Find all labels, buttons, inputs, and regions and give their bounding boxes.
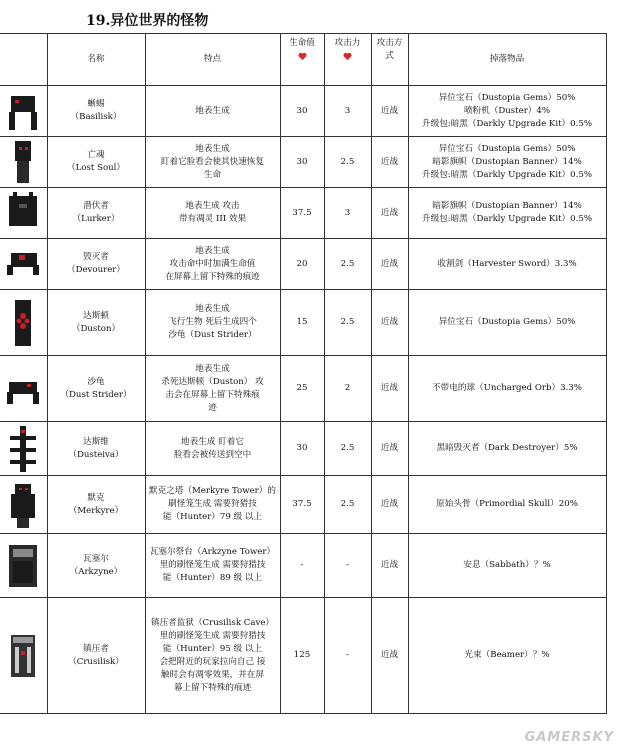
- header-atk: [324, 34, 371, 86]
- section-title: 19.异位世界的怪物: [86, 13, 209, 29]
- basilisk-sprite-icon: [5, 86, 41, 136]
- mob-feature-cell: [145, 598, 280, 714]
- mob-name-en: （Crusilisk）: [68, 656, 124, 667]
- mob-name-cell: [47, 239, 145, 290]
- mob-name-cn: 亡魂: [87, 150, 105, 160]
- feature-line: 幕上留下特殊的痕迹: [173, 682, 252, 693]
- merkyre-sprite-icon: [5, 480, 41, 530]
- mob-hp: 20: [280, 239, 324, 290]
- header-mode: 攻击方式: [371, 34, 408, 86]
- header-drops: 掉落物品: [408, 34, 606, 86]
- drop-line: 升级包:暗黑（Darkly Upgrade Kit）0.5%: [422, 214, 592, 224]
- mob-name-en: （Devourer）: [66, 265, 126, 275]
- feature-line: 沙龟（Dust Strider）: [168, 330, 257, 340]
- mob-drops-cell: [408, 290, 606, 356]
- mob-image-cell: [0, 598, 47, 714]
- mob-name-cn: 沙龟: [87, 376, 105, 387]
- mob-feature-cell: [145, 188, 280, 239]
- feature-line: 杀死达斯顿（Duston） 攻: [161, 376, 264, 387]
- header-hp: [280, 34, 324, 86]
- mob-mode: 近战: [371, 598, 408, 714]
- mob-name-en: （Basilisk）: [70, 112, 122, 122]
- header-hp-label: 生命值: [289, 38, 315, 48]
- feature-line: 镇压者监狱（Crusilisk Cave）: [150, 617, 275, 628]
- mob-name-en: （Lost Soul）: [66, 163, 125, 173]
- drop-line: 光束（Beamer）？%: [464, 650, 550, 660]
- mob-atk: 3: [324, 188, 371, 239]
- mob-drops-cell: [408, 137, 606, 188]
- feature-line: 地表生成: [195, 304, 230, 314]
- mob-atk: 2.5: [324, 422, 371, 476]
- table-row: [0, 598, 606, 714]
- mob-mode: 近战: [371, 188, 408, 239]
- mob-drops-cell: [408, 422, 606, 476]
- dust-strider-sprite-icon: [5, 364, 41, 414]
- mob-drops-cell: [408, 534, 606, 598]
- mob-image-cell: [0, 422, 47, 476]
- feature-line: 击会在屏幕上留下特殊痕: [165, 389, 260, 400]
- drop-line: 黑暗毁灭者（Dark Destroyer）5%: [436, 443, 578, 453]
- drop-line: 升级包:暗黑（Darkly Upgrade Kit）0.5%: [422, 169, 592, 180]
- mob-feature-cell: [145, 356, 280, 422]
- mob-hp: 125: [280, 598, 324, 714]
- mob-name-cn: 达斯维: [83, 436, 109, 447]
- mob-feature-cell: [145, 422, 280, 476]
- feature-line: 地表生成 盯着它: [181, 436, 244, 447]
- feature-line: 会把附近的玩家拉向自己 接: [159, 656, 266, 667]
- mob-hp: 37.5: [280, 188, 324, 239]
- feature-line: 脸看会被传送到空中: [173, 449, 252, 460]
- mob-drops-cell: [408, 239, 606, 290]
- drop-line: 升级包:暗黑（Darkly Upgrade Kit）0.5%: [422, 118, 592, 129]
- drop-line: 异位宝石（Dustopia Gems）50%: [438, 92, 576, 103]
- mob-hp: -: [280, 534, 324, 598]
- mob-mode: 近战: [371, 290, 408, 356]
- mob-name-cn: 达斯顿: [83, 310, 109, 321]
- mob-atk: -: [324, 598, 371, 714]
- mob-name-cell: [47, 356, 145, 422]
- dusteiva-sprite-icon: [5, 424, 41, 474]
- mob-feature-cell: [145, 534, 280, 598]
- mob-mode: 近战: [371, 476, 408, 534]
- mob-hp: 15: [280, 290, 324, 356]
- feature-line: 触时会有凋零效果，并在屏: [160, 669, 265, 680]
- mob-name-cell: [47, 422, 145, 476]
- mob-hp: 37.5: [280, 476, 324, 534]
- mob-name-en: （Merkyre）: [68, 505, 124, 516]
- header-feature: 特点: [145, 34, 280, 86]
- mob-hp: 30: [280, 137, 324, 188]
- drop-line: 异位宝石（Dustopia Gems）50%: [438, 143, 576, 154]
- table-row: [0, 137, 606, 188]
- mob-image-cell: [0, 476, 47, 534]
- feature-line: 攻击命中时加满生命值: [169, 258, 256, 269]
- table-row: [0, 290, 606, 356]
- table-row: [0, 476, 606, 534]
- mob-feature-cell: [145, 476, 280, 534]
- mob-name-en: （Arkzyne）: [69, 566, 123, 577]
- mob-mode: 近战: [371, 239, 408, 290]
- mob-drops-cell: [408, 86, 606, 137]
- mob-image-cell: [0, 534, 47, 598]
- mob-atk: 3: [324, 86, 371, 137]
- mob-image-cell: [0, 239, 47, 290]
- arkzyne-sprite-icon: [5, 541, 41, 591]
- feature-line: 飞行生物 死后生成四个: [168, 317, 257, 327]
- mob-image-cell: [0, 356, 47, 422]
- feature-line: 迹: [208, 402, 217, 413]
- feature-line: 地表生成: [195, 143, 230, 154]
- heart-icon: [343, 52, 352, 61]
- mob-mode: 近战: [371, 422, 408, 476]
- mob-drops-cell: [408, 356, 606, 422]
- mob-mode: 近战: [371, 534, 408, 598]
- watermark: GAMERSKY: [524, 730, 614, 745]
- mob-name-cn: 瓦塞尔: [83, 553, 109, 564]
- feature-line: 能（Hunter）95 级 以上: [162, 643, 263, 654]
- table-row: [0, 86, 606, 137]
- table-row: [0, 239, 606, 290]
- mob-name-en: （Lurker）: [72, 214, 120, 224]
- table-row: [0, 422, 606, 476]
- mob-atk: 2.5: [324, 290, 371, 356]
- heart-icon: [298, 52, 307, 61]
- drop-line: 收割剑（Harvester Sword）3.3%: [437, 258, 577, 269]
- mob-name-cn: 蜥蜴: [87, 99, 105, 109]
- feature-line: 地表生成: [195, 245, 230, 256]
- drop-line: 不带电的球（Uncharged Orb）3.3%: [432, 383, 582, 393]
- drop-line: 喷粉机（Duster）4%: [463, 105, 551, 116]
- feature-line: 生命: [203, 169, 222, 180]
- header-name: 名称: [47, 34, 145, 86]
- mob-feature-cell: [145, 137, 280, 188]
- drop-line: 原始头骨（Primordial Skull）20%: [436, 499, 578, 509]
- monster-table: [0, 33, 607, 714]
- duston-sprite-icon: [5, 298, 41, 348]
- mob-name-en: （Dust Strider）: [60, 389, 132, 400]
- mob-name-en: （Duston）: [71, 323, 121, 334]
- mob-name-en: （Dusteiva）: [68, 449, 124, 460]
- mob-name-cn: 默克: [87, 492, 105, 503]
- mob-image-cell: [0, 86, 47, 137]
- feature-line: 瓦塞尔祭台（Arkzyne Tower）: [149, 547, 276, 557]
- mob-name-cell: [47, 290, 145, 356]
- mob-name-cell: [47, 188, 145, 239]
- header-image: [0, 34, 47, 86]
- table-row: [0, 356, 606, 422]
- feature-line: 能（Hunter）79 级 以上: [162, 512, 263, 522]
- mob-name-cell: [47, 476, 145, 534]
- mob-name-cell: [47, 534, 145, 598]
- header-atk-label: 攻击力: [334, 38, 361, 48]
- drop-line: 异位宝石（Dustopia Gems）50%: [438, 317, 576, 327]
- mob-image-cell: [0, 188, 47, 239]
- feature-line: 地表生成: [195, 363, 230, 374]
- mob-name-cell: [47, 598, 145, 714]
- mob-atk: 2: [324, 356, 371, 422]
- drop-line: 暗影旗帜（Dustopian Banner）14%: [432, 156, 582, 167]
- mob-drops-cell: [408, 476, 606, 534]
- mob-atk: -: [324, 534, 371, 598]
- feature-line: 里的刷怪笼生成 需要狩猎技: [159, 630, 266, 641]
- mob-name-cn: 潜伏者: [83, 201, 109, 211]
- feature-line: 能（Hunter）89 级 以上: [162, 573, 263, 583]
- mob-feature-cell: [145, 290, 280, 356]
- mob-name-cn: 毁灭者: [83, 252, 109, 262]
- mob-name-cell: [47, 137, 145, 188]
- mob-name-cell: [47, 86, 145, 137]
- mob-drops-cell: [408, 598, 606, 714]
- table-row: [0, 534, 606, 598]
- feature-line: 默克之塔（Merkyre Tower）的: [149, 486, 276, 496]
- mob-feature-cell: [145, 239, 280, 290]
- drop-line: 暗影旗帜（Dustopian Banner）14%: [432, 201, 582, 211]
- devourer-sprite-icon: [5, 239, 41, 289]
- mob-image-cell: [0, 290, 47, 356]
- mob-drops-cell: [408, 188, 606, 239]
- feature-line: 地表生成: [195, 105, 230, 116]
- mob-mode: 近战: [371, 137, 408, 188]
- table-row: [0, 188, 606, 239]
- feature-line: 带有凋灵 III 效果: [178, 214, 247, 224]
- mob-hp: 30: [280, 86, 324, 137]
- feature-line: 在屏幕上留下特殊的痕迹: [165, 271, 260, 282]
- feature-line: 里的刷怪笼生成 需要狩猎技: [159, 560, 266, 570]
- mob-mode: 近战: [371, 356, 408, 422]
- feature-line: 刷怪笼生成 需要狩猎技: [168, 499, 257, 509]
- mob-mode: 近战: [371, 86, 408, 137]
- mob-name-cn: 镇压者: [83, 643, 109, 654]
- mob-atk: 2.5: [324, 137, 371, 188]
- feature-line: 地表生成 攻击: [185, 201, 240, 211]
- mob-feature-cell: [145, 86, 280, 137]
- drop-line: 安息（Sabbath）？%: [463, 560, 551, 570]
- mob-hp: 25: [280, 356, 324, 422]
- feature-line: 盯着它脸看会使其快速恢复: [160, 156, 265, 167]
- lurker-sprite-icon: [5, 188, 41, 238]
- mob-atk: 2.5: [324, 476, 371, 534]
- mob-atk: 2.5: [324, 239, 371, 290]
- table-header-row: [0, 34, 606, 86]
- lost-soul-sprite-icon: [5, 137, 41, 187]
- mob-hp: 30: [280, 422, 324, 476]
- mob-image-cell: [0, 137, 47, 188]
- crusilisk-sprite-icon: [5, 631, 41, 681]
